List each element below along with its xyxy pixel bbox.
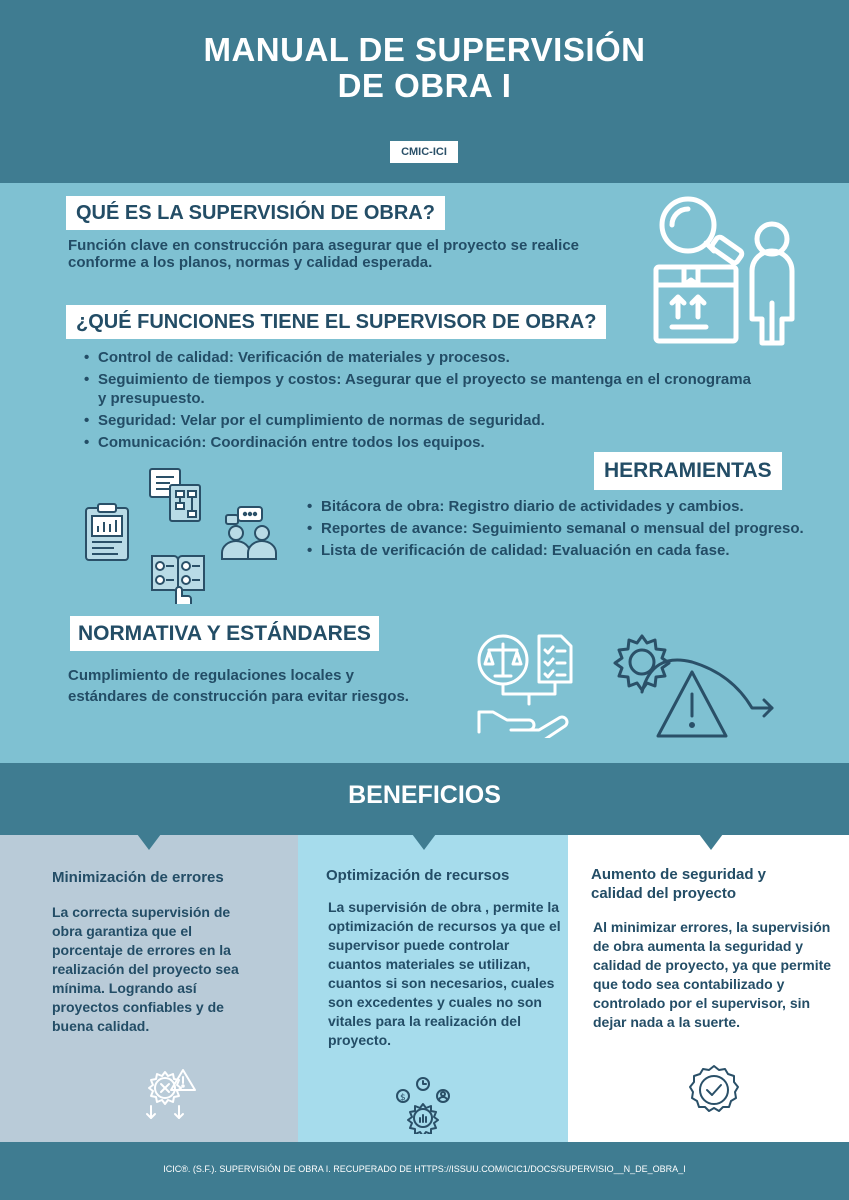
scales-checklist-hand-icon xyxy=(475,632,577,738)
benefit-1-heading: Minimización de errores xyxy=(52,869,224,886)
list-item: • Bitácora de obra: Registro diario de actividades y cambios. xyxy=(299,497,819,516)
quality-badge-icon xyxy=(688,1064,740,1116)
error-gear-icon xyxy=(143,1066,199,1122)
functions-list xyxy=(76,348,756,455)
clipboard-chart-icon xyxy=(84,502,130,562)
list-item: • Lista de verificación de calidad: Evaluación en cada fase. xyxy=(299,541,819,560)
magnifier-box-person-icon xyxy=(648,195,800,347)
benefit-2-text: La supervisión de obra , permite la optimización de recursos ya que el supervisor puede controlar cuantos materiales se utilizan, cuantos si son necesarios, cuales son excedentes y cuales no son vitales para la realización del proyecto. xyxy=(328,899,561,1048)
list-item: • Control de calidad: Verificación de materiales y procesos. xyxy=(76,348,756,367)
people-chat-icon xyxy=(218,505,280,561)
flowchart-document-icon xyxy=(148,467,206,525)
footer-citation: ICIC®. (S.F.). SUPERVISIÓN DE OBRA I. RECUPERADO DE HTTPS://ISSUU.COM/ICIC1/DOCS/SUPERVISIO__N_DE_OBRA_I xyxy=(163,1164,686,1174)
benefit-3-text: Al minimizar errores, la supervisión de obra aumenta la seguridad y calidad de proyecto, ya que permite que todo sea contabilizado y controlado por el supervisor, sin dejar nada a la suerte. xyxy=(593,919,832,1030)
benefit-notch-2 xyxy=(412,834,436,850)
section-what-title: QUÉ ES LA SUPERVISIÓN DE OBRA? xyxy=(66,196,445,230)
section-what-text: Función clave en construcción para asegurar que el proyecto se realice conforme a los planos, normas y calidad esperada. xyxy=(68,237,580,271)
page-title xyxy=(0,32,849,104)
list-item: • Comunicación: Coordinación entre todos los equipos. xyxy=(76,433,756,452)
section-tools-title: HERRAMIENTAS xyxy=(594,452,782,490)
benefit-notch-1 xyxy=(137,834,161,850)
benefit-3-heading: Aumento de seguridad y calidad del proyecto xyxy=(591,866,767,902)
section-norms-title: NORMATIVA Y ESTÁNDARES xyxy=(70,616,379,651)
open-book-checklist-icon xyxy=(150,550,206,606)
title-line-1: MANUAL DE SUPERVISIÓN xyxy=(203,31,646,68)
benefit-2-heading: Optimización de recursos xyxy=(326,867,510,884)
resource-gear-icon xyxy=(394,1076,452,1134)
list-item: • Seguridad: Velar por el cumplimiento de normas de seguridad. xyxy=(76,411,756,430)
benefit-notch-3 xyxy=(699,834,723,850)
benefits-title: BENEFICIOS xyxy=(348,781,501,809)
list-item: • Seguimiento de tiempos y costos: Asegurar que el proyecto se mantenga en el cronograma y presupuesto. xyxy=(76,370,756,408)
benefit-1-text: La correcta supervisión de obra garantiza que el porcentaje de errores en la realización del proyecto sea mínima. Logrando así proyectos confiables y de buena calidad. xyxy=(52,904,239,1034)
source-tag: CMIC-ICI xyxy=(390,141,458,163)
list-item: • Reportes de avance: Seguimiento semanal o mensual del progreso. xyxy=(299,519,819,538)
section-functions-title: ¿QUÉ FUNCIONES TIENE EL SUPERVISOR DE OBRA? xyxy=(66,305,606,339)
title-line-2: DE OBRA I xyxy=(337,67,512,104)
svg-text:$: $ xyxy=(400,1093,406,1103)
tools-list xyxy=(299,497,819,563)
gear-warning-arrow-icon xyxy=(612,632,776,742)
section-norms-text: Cumplimiento de regulaciones locales y estándares de construcción para evitar riesgos. xyxy=(68,667,409,705)
